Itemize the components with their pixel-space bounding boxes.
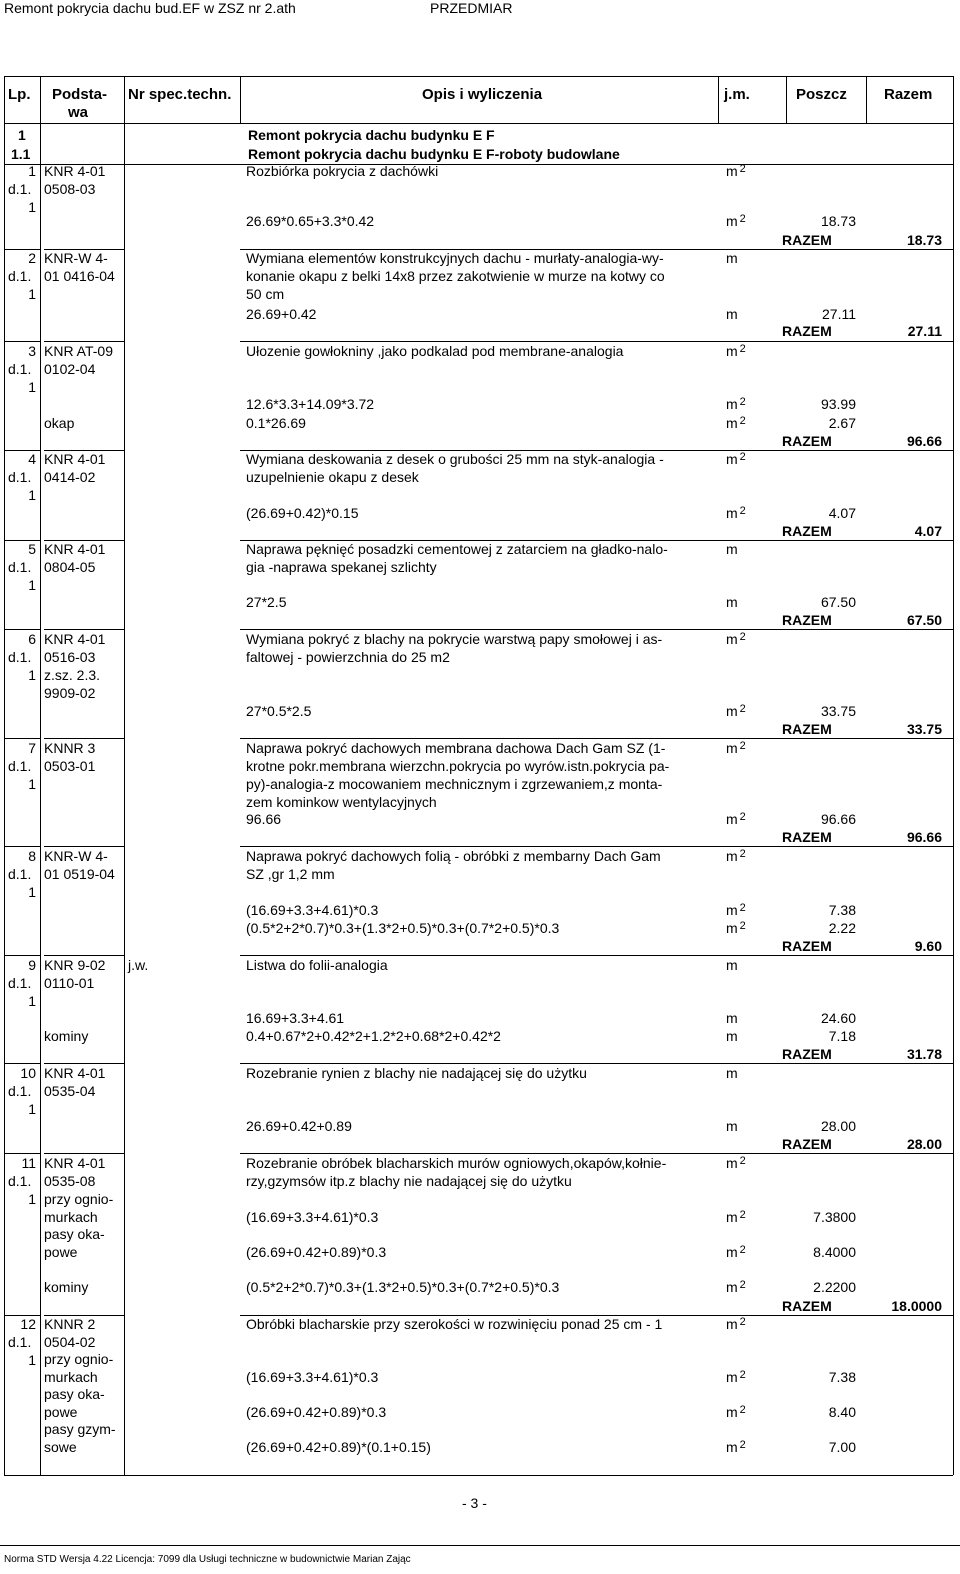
col-basis-heading: Podsta- — [52, 86, 108, 103]
calc-unit: m — [726, 306, 738, 322]
subsection-title: Remont pokrycia dachu budynku E F-roboty budowlane — [248, 146, 620, 162]
item-description: py)-analogia-z mocowaniem mechnicznym i zgrzewaniem,z monta- — [246, 776, 663, 792]
razem-value: 4.07 — [914, 523, 942, 539]
item-unit: m $^2$ — [726, 163, 746, 179]
item-number: 7 — [28, 740, 36, 756]
item-separator — [4, 846, 40, 847]
razem-label: RAZEM — [782, 433, 832, 449]
item-description: Wymiana pokryć z blachy na pokrycie warstwą papy smołowej i as- — [246, 631, 663, 647]
item-description: Rozebranie rynien z blachy nie nadającej się do użytku — [246, 1065, 587, 1081]
item-separator — [240, 1153, 953, 1154]
item-separator — [44, 955, 124, 956]
item-separator — [44, 846, 124, 847]
calc-expression: 96.66 — [246, 811, 282, 827]
calc-expression: 26.69*0.65+3.3*0.42 — [246, 213, 375, 229]
calc-unit: m $^2$ — [726, 415, 746, 431]
footer-rule — [0, 1545, 960, 1546]
item-basis: KNR 4-01 — [44, 631, 106, 647]
calc-partial-value: 2.2200 — [813, 1279, 856, 1295]
page-number: - 3 - — [462, 1495, 487, 1511]
calc-partial-value: 7.38 — [828, 902, 856, 918]
item-chapter-sub: 1 — [28, 1191, 36, 1207]
item-spec: j.w. — [128, 957, 149, 973]
calc-partial-value: 24.60 — [820, 1010, 856, 1026]
calc-unit: m $^2$ — [726, 703, 746, 719]
item-description: gia -naprawa spekanej szlichty — [246, 559, 437, 575]
item-description: Wymiana deskowania z desek o grubości 25 mm na styk-analogia - — [246, 451, 664, 467]
item-number: 4 — [28, 451, 36, 467]
col-desc-heading: Opis i wyliczenia — [422, 86, 543, 103]
calc-note: kominy — [44, 1279, 89, 1295]
item-chapter: d.1. — [8, 649, 32, 665]
item-description: Naprawa pęknięć posadzki cementowej z zatarciem na gładko-nalo- — [246, 541, 668, 557]
item-description: uzupelnienie okapu z desek — [246, 469, 419, 485]
item-number: 5 — [28, 541, 36, 557]
item-chapter-sub: 1 — [28, 667, 36, 683]
item-chapter-sub: 1 — [28, 884, 36, 900]
item-basis: 0535-04 — [44, 1083, 96, 1099]
table-bottom-line — [4, 1475, 953, 1476]
calc-unit: m $^2$ — [726, 1244, 746, 1260]
item-chapter: d.1. — [8, 866, 32, 882]
razem-label: RAZEM — [782, 721, 832, 737]
item-separator — [44, 341, 124, 342]
calc-unit: m $^2$ — [726, 920, 746, 936]
razem-label: RAZEM — [782, 232, 832, 248]
item-description: Rozbiórka pokrycia z dachówki — [246, 163, 439, 179]
calc-expression: 26.69+0.42 — [246, 306, 317, 322]
item-basis: 0504-02 — [44, 1334, 96, 1350]
calc-unit: m $^2$ — [726, 1279, 746, 1295]
item-separator — [240, 738, 953, 739]
col-unit-heading: j.m. — [724, 86, 750, 103]
item-separator — [4, 1063, 40, 1064]
item-chapter-sub: 1 — [28, 199, 36, 215]
item-basis: KNR-W 4- — [44, 250, 108, 266]
razem-label: RAZEM — [782, 829, 832, 845]
item-unit: m $^2$ — [726, 1155, 746, 1171]
section-number: 1 — [18, 127, 26, 143]
calc-note: pasy gzym- — [44, 1421, 116, 1437]
calc-note: pasy oka- — [44, 1386, 105, 1402]
razem-value: 33.75 — [906, 721, 942, 737]
col-line-lp — [40, 123, 41, 1475]
item-chapter: d.1. — [8, 1173, 32, 1189]
calc-partial-value: 7.18 — [828, 1028, 856, 1044]
calc-expression: (26.69+0.42)*0.15 — [246, 505, 359, 521]
item-description: Wymiana elementów konstrukcyjnych dachu - murłaty-analogia-wy- — [246, 250, 664, 266]
item-basis: z.sz. 2.3. — [44, 667, 101, 683]
item-basis: 0508-03 — [44, 181, 96, 197]
calc-expression: 0.1*26.69 — [246, 415, 306, 431]
item-unit: m $^2$ — [726, 631, 746, 647]
razem-value: 27.11 — [907, 323, 942, 339]
item-basis: KNR-W 4- — [44, 848, 108, 864]
table-top-line — [4, 76, 953, 77]
item-basis: KNNR 2 — [44, 1316, 96, 1332]
item-description: rzy,gzymsów itp.z blachy nie nadającej się do użytku — [246, 1173, 572, 1189]
calc-note: okap — [44, 415, 75, 431]
item-number: 12 — [20, 1316, 36, 1332]
item-basis: KNR 9-02 — [44, 957, 106, 973]
item-number: 9 — [28, 957, 36, 973]
calc-partial-value: 8.4000 — [813, 1244, 856, 1260]
document-subtitle: PRZEDMIAR — [430, 0, 513, 16]
item-unit: m $^2$ — [726, 848, 746, 864]
item-separator — [240, 1063, 953, 1064]
calc-unit: m $^2$ — [726, 1209, 746, 1225]
item-separator — [240, 629, 953, 630]
item-chapter-sub: 1 — [28, 286, 36, 302]
header-col-line — [718, 76, 719, 123]
item-separator — [44, 738, 124, 739]
item-description: Rozebranie obróbek blacharskich murów ogniowych,okapów,kołnie- — [246, 1155, 667, 1171]
item-chapter-sub: 1 — [28, 577, 36, 593]
calc-partial-value: 96.66 — [820, 811, 856, 827]
item-chapter: d.1. — [8, 469, 32, 485]
item-unit: m — [726, 250, 738, 266]
calc-expression: (16.69+3.3+4.61)*0.3 — [246, 1369, 379, 1385]
calc-partial-value: 7.3800 — [813, 1209, 856, 1225]
item-basis: KNR 4-01 — [44, 163, 106, 179]
item-basis: KNR 4-01 — [44, 1065, 106, 1081]
calc-expression: (26.69+0.42+0.89)*0.3 — [246, 1404, 387, 1420]
item-chapter: d.1. — [8, 181, 32, 197]
calc-expression: 27*2.5 — [246, 594, 287, 610]
calc-unit: m $^2$ — [726, 213, 746, 229]
item-basis: 9909-02 — [44, 685, 96, 701]
calc-unit: m — [726, 594, 738, 610]
item-basis: KNR 4-01 — [44, 451, 106, 467]
item-chapter: d.1. — [8, 1083, 32, 1099]
item-description: Naprawa pokryć dachowych folią - obróbki z membarny Dach Gam — [246, 848, 661, 864]
subsection-number: 1.1 — [11, 146, 31, 162]
calc-expression: 12.6*3.3+14.09*3.72 — [246, 396, 375, 412]
razem-value: 9.60 — [914, 938, 942, 954]
item-basis: 01 0416-04 — [44, 268, 115, 284]
item-separator — [4, 341, 40, 342]
item-chapter: d.1. — [8, 361, 32, 377]
item-description: Naprawa pokryć dachowych membrana dachowa Dach Gam SZ (1- — [246, 740, 666, 756]
razem-label: RAZEM — [782, 1046, 832, 1062]
item-chapter: d.1. — [8, 559, 32, 575]
item-separator — [4, 955, 40, 956]
item-number: 6 — [28, 631, 36, 647]
razem-label: RAZEM — [782, 323, 832, 339]
item-basis: KNR 4-01 — [44, 1155, 106, 1171]
calc-note: kominy — [44, 1028, 89, 1044]
col-partial-heading: Poszcz — [796, 86, 847, 103]
item-chapter: d.1. — [8, 975, 32, 991]
header-col-line — [40, 76, 41, 123]
item-basis: 0102-04 — [44, 361, 96, 377]
razem-label: RAZEM — [782, 1298, 832, 1314]
item-number: 3 — [28, 343, 36, 359]
item-chapter-sub: 1 — [28, 776, 36, 792]
item-basis: 0516-03 — [44, 649, 96, 665]
calc-partial-value: 8.40 — [828, 1404, 856, 1420]
calc-expression: (0.5*2+2*0.7)*0.3+(1.3*2+0.5)*0.3+(0.7*2+0.5)*0.3 — [246, 1279, 560, 1295]
item-number: 2 — [28, 250, 36, 266]
calc-unit: m — [726, 1010, 738, 1026]
razem-value: 67.50 — [906, 612, 942, 628]
calc-note: powe — [44, 1244, 78, 1260]
header-col-line — [786, 76, 787, 123]
calc-expression: 27*0.5*2.5 — [246, 703, 312, 719]
calc-partial-value: 28.00 — [820, 1118, 856, 1134]
item-description: Listwa do folii-analogia — [246, 957, 388, 973]
item-unit: m $^2$ — [726, 343, 746, 359]
calc-unit: m $^2$ — [726, 1439, 746, 1455]
license-footer: Norma STD Wersja 4.22 Licencja: 7099 dla Usługi techniczne w budownictwie Marian Zając — [4, 1554, 411, 1565]
calc-partial-value: 4.07 — [828, 505, 856, 521]
item-chapter: d.1. — [8, 758, 32, 774]
calc-partial-value: 2.22 — [828, 920, 856, 936]
item-description: SZ ,gr 1,2 mm — [246, 866, 335, 882]
razem-label: RAZEM — [782, 523, 832, 539]
calc-expression: (26.69+0.42+0.89)*(0.1+0.15) — [246, 1439, 431, 1455]
calc-unit: m $^2$ — [726, 1404, 746, 1420]
item-basis: 0804-05 — [44, 559, 96, 575]
item-basis: 0110-01 — [44, 975, 95, 991]
item-unit: m $^2$ — [726, 740, 746, 756]
item-separator — [44, 629, 124, 630]
calc-expression: (16.69+3.3+4.61)*0.3 — [246, 902, 379, 918]
calc-partial-value: 27.11 — [822, 306, 856, 322]
item-chapter-sub: 1 — [28, 1352, 36, 1368]
item-unit: m — [726, 957, 738, 973]
header-bottom-line — [4, 123, 953, 124]
item-separator — [4, 738, 40, 739]
item-unit: m $^2$ — [726, 451, 746, 467]
calc-note: przy ognio- — [44, 1191, 114, 1207]
header-col-line — [866, 76, 867, 123]
col-basis-heading-2: wa — [68, 104, 89, 121]
item-description: 50 cm — [246, 286, 285, 302]
item-separator — [240, 846, 953, 847]
razem-value: 31.78 — [906, 1046, 942, 1062]
calc-note: powe — [44, 1404, 78, 1420]
calc-expression: 26.69+0.42+0.89 — [246, 1118, 352, 1134]
calc-unit: m $^2$ — [726, 505, 746, 521]
calc-partial-value: 33.75 — [820, 703, 856, 719]
item-chapter: d.1. — [8, 1334, 32, 1350]
header-col-line — [124, 76, 125, 123]
table-right-line — [953, 76, 954, 1475]
col-lp-heading: Lp. — [8, 86, 31, 103]
calc-unit: m — [726, 1028, 738, 1044]
item-number: 11 — [21, 1155, 36, 1171]
razem-value: 28.00 — [906, 1136, 942, 1152]
calc-unit: m $^2$ — [726, 1369, 746, 1385]
item-chapter-sub: 1 — [28, 379, 36, 395]
calc-note: sowe — [44, 1439, 77, 1455]
item-basis: 0535-08 — [44, 1173, 96, 1189]
item-separator — [44, 1153, 124, 1154]
calc-unit: m $^2$ — [726, 811, 746, 827]
item-separator — [240, 955, 953, 956]
calc-expression: (26.69+0.42+0.89)*0.3 — [246, 1244, 387, 1260]
item-number: 1 — [28, 163, 36, 179]
item-separator — [4, 1153, 40, 1154]
razem-label: RAZEM — [782, 1136, 832, 1152]
document-title: Remont pokrycia dachu bud.EF w ZSZ nr 2.ath — [4, 0, 296, 16]
item-unit: m — [726, 1065, 738, 1081]
col-total-heading: Razem — [884, 86, 933, 103]
item-separator — [44, 1063, 124, 1064]
section-title: Remont pokrycia dachu budynku E F — [248, 127, 495, 143]
calc-expression: 16.69+3.3+4.61 — [246, 1010, 345, 1026]
section-separator — [4, 164, 953, 165]
item-description: konanie okapu z belki 14x8 przez zakotwienie w murze na kotwy co — [246, 268, 665, 284]
item-chapter-sub: 1 — [28, 1101, 36, 1117]
calc-expression: (0.5*2+2*0.7)*0.3+(1.3*2+0.5)*0.3+(0.7*2+0.5)*0.3 — [246, 920, 560, 936]
item-separator — [240, 341, 953, 342]
calc-note: przy ognio- — [44, 1351, 114, 1367]
item-description: faltowej - powierzchnia do 25 m2 — [246, 649, 450, 665]
item-description: Ułozenie gowłokniny ,jako podkalad pod membrane-analogia — [246, 343, 624, 359]
calc-unit: m — [726, 1118, 738, 1134]
razem-value: 18.73 — [906, 232, 942, 248]
item-basis: KNNR 3 — [44, 740, 96, 756]
item-separator — [4, 629, 40, 630]
calc-partial-value: 7.38 — [828, 1369, 856, 1385]
calc-partial-value: 67.50 — [820, 594, 856, 610]
col-spec-heading: Nr spec.techn. — [128, 86, 232, 103]
calc-unit: m $^2$ — [726, 902, 746, 918]
item-description: Obróbki blacharskie przy szerokości w rozwinięciu ponad 25 cm - 1 — [246, 1316, 663, 1332]
razem-label: RAZEM — [782, 612, 832, 628]
col-line-basis — [124, 123, 125, 1475]
header-col-line — [240, 76, 241, 123]
calc-note: pasy oka- — [44, 1226, 105, 1242]
calc-partial-value: 2.67 — [828, 415, 856, 431]
calc-partial-value: 7.00 — [828, 1439, 856, 1455]
razem-value: 96.66 — [906, 433, 942, 449]
item-basis: 0414-02 — [44, 469, 96, 485]
item-description: zem kominkow wentylacyjnych — [246, 794, 437, 810]
calc-partial-value: 18.73 — [820, 213, 856, 229]
calc-note: murkach — [44, 1209, 98, 1225]
razem-value: 18.0000 — [891, 1298, 942, 1314]
item-unit: m $^2$ — [726, 1316, 746, 1332]
item-chapter: d.1. — [8, 268, 32, 284]
calc-partial-value: 93.99 — [820, 396, 856, 412]
item-chapter-sub: 1 — [28, 487, 36, 503]
item-basis: 0503-01 — [44, 758, 96, 774]
item-basis: KNR 4-01 — [44, 541, 106, 557]
item-number: 8 — [28, 848, 36, 864]
calc-expression: 0.4+0.67*2+0.42*2+1.2*2+0.68*2+0.42*2 — [246, 1028, 501, 1044]
calc-note: murkach — [44, 1369, 98, 1385]
item-description: krotne pokr.membrana wierzchn.pokrycia po wyrów.istn.pokrycia pa- — [246, 758, 670, 774]
razem-label: RAZEM — [782, 938, 832, 954]
calc-expression: (16.69+3.3+4.61)*0.3 — [246, 1209, 379, 1225]
item-number: 10 — [20, 1065, 36, 1081]
razem-value: 96.66 — [906, 829, 942, 845]
item-basis: KNR AT-09 — [44, 343, 113, 359]
item-unit: m — [726, 541, 738, 557]
calc-unit: m $^2$ — [726, 396, 746, 412]
item-basis: 01 0519-04 — [44, 866, 115, 882]
item-chapter-sub: 1 — [28, 993, 36, 1009]
